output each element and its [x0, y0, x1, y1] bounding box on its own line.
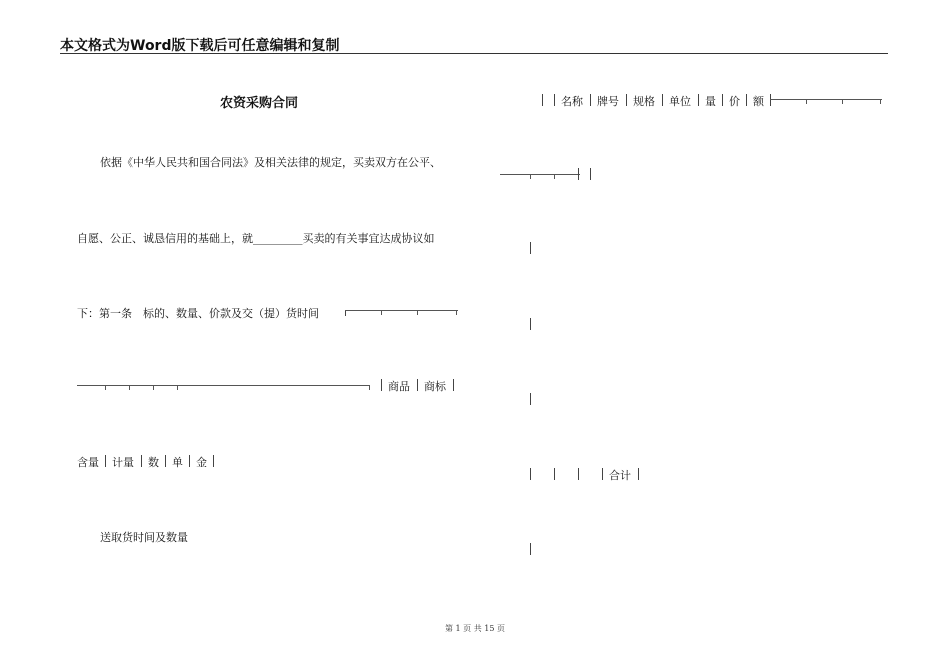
header-spec: 规格 — [633, 95, 655, 108]
header-measure: 计量 — [112, 456, 134, 469]
paragraph-1: 依据《中华人民共和国合同法》及相关法律的规定，买卖双方在公平、 — [100, 156, 441, 169]
table-border — [698, 94, 699, 106]
table-border — [578, 168, 579, 180]
header-unit: 单位 — [669, 95, 691, 108]
table-border — [530, 242, 531, 254]
table-tick — [129, 385, 130, 390]
table-tick — [880, 99, 881, 104]
header-quantity: 量 — [705, 95, 716, 108]
header-price: 价 — [729, 95, 740, 108]
total-label: 合计 — [609, 469, 631, 482]
paragraph-3: 下：第一条 标的、数量、价款及交（提）货时间 — [77, 307, 319, 320]
table-border — [530, 318, 531, 330]
table-border — [530, 393, 531, 405]
table-border — [554, 94, 555, 106]
table-border — [105, 455, 106, 467]
table-tick — [381, 310, 382, 315]
header-trademark: 商标 — [424, 380, 446, 393]
table-border — [662, 94, 663, 106]
header-brand: 牌号 — [597, 95, 619, 108]
table-border — [542, 94, 543, 106]
table-tick — [105, 385, 106, 390]
table-border — [590, 94, 591, 106]
table-tick — [842, 99, 843, 104]
table-border — [602, 468, 603, 480]
table-border — [417, 379, 418, 391]
table-tick — [153, 385, 154, 390]
document-title: 农资采购合同 — [220, 96, 299, 111]
header-count: 数 — [148, 456, 159, 469]
table-rule — [77, 385, 370, 386]
header-divider — [60, 53, 888, 54]
table-tick — [369, 385, 370, 390]
table-border — [189, 455, 190, 467]
table-border — [165, 455, 166, 467]
table-border — [590, 168, 591, 180]
header-content: 含量 — [77, 456, 99, 469]
table-border — [213, 455, 214, 467]
table-border — [141, 455, 142, 467]
table-border — [578, 468, 579, 480]
table-border — [638, 468, 639, 480]
header-amount: 额 — [753, 95, 764, 108]
page-number: 第 1 页 共 15 页 — [445, 624, 505, 633]
header-money: 金 — [196, 456, 207, 469]
table-tick — [530, 174, 531, 179]
table-border — [746, 94, 747, 106]
table-tick — [456, 310, 457, 315]
table-rule — [345, 310, 458, 311]
table-border — [722, 94, 723, 106]
document-header: 本文格式为Word版下载后可任意编辑和复制 — [60, 38, 340, 54]
table-border — [554, 468, 555, 480]
header-name: 名称 — [561, 95, 583, 108]
table-tick — [177, 385, 178, 390]
header-single: 单 — [172, 456, 183, 469]
table-border — [530, 468, 531, 480]
table-border — [626, 94, 627, 106]
table-tick — [554, 174, 555, 179]
table-border — [453, 379, 454, 391]
paragraph-2: 自愿、公正、诚恳信用的基础上，就_________买卖的有关事宜达成协议如 — [77, 232, 435, 245]
paragraph-4: 送取货时间及数量 — [100, 531, 188, 544]
table-rule — [500, 174, 580, 175]
table-border — [770, 94, 771, 106]
table-tick — [806, 99, 807, 104]
table-border — [381, 379, 382, 391]
table-rule — [770, 99, 882, 100]
header-product: 商品 — [388, 380, 410, 393]
table-tick — [417, 310, 418, 315]
table-border — [530, 543, 531, 555]
